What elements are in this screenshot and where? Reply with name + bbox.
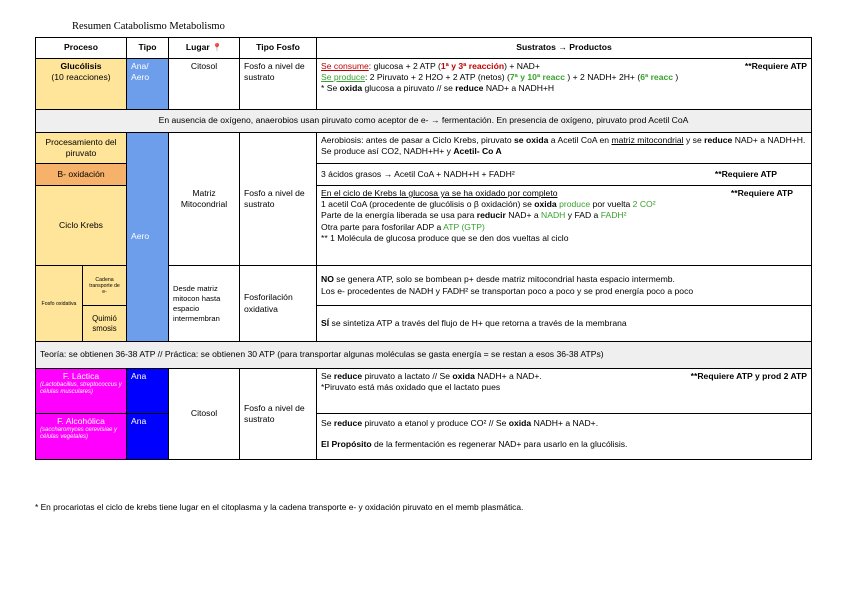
text: reduce xyxy=(333,371,363,381)
krebs-requiere: **Requiere ATP xyxy=(730,188,793,198)
alcoholica-line-2 xyxy=(321,439,807,450)
alcoholica-name: F. Alcohólica xyxy=(57,416,105,426)
text: : 2 Piruvato + 2 H2O + 2 ATP (netos) ( xyxy=(364,72,510,83)
text: reduce xyxy=(455,83,484,94)
alcoholica-sub: (saccharomyces cerevisiae y células vegetales) xyxy=(40,427,118,441)
quimiosmosis-detail xyxy=(317,306,812,342)
note-2: Teoría: se obtienen 36-38 ATP // Práctica: se obtienen 30 ATP (para transportar algunas moléculas se gasta energía = se restan a esos 36-38 ATPs) xyxy=(36,342,812,369)
text: Se xyxy=(321,371,334,381)
glucolisis-name: Glucólisis xyxy=(60,61,102,71)
text: Otra parte para fosforilar ADP a xyxy=(321,221,444,232)
document-title: Resumen Catabolismo Metabolismo xyxy=(72,21,225,32)
glucolisis-line-2 xyxy=(321,72,807,83)
text: reducir xyxy=(476,210,506,221)
pin-icon: 📍 xyxy=(212,43,223,53)
text: NADH+ a NAD+. xyxy=(474,371,542,381)
text: NAD+ a NADH+H. Se produce así CO2, NADH+H+ y xyxy=(321,135,806,157)
row-alcoholica xyxy=(36,414,812,460)
text: Acetil- Co A xyxy=(453,146,502,157)
row-procesamiento xyxy=(36,133,812,164)
krebs-name: Ciclo Krebs xyxy=(36,186,127,266)
fosfox-lugar: Desde matriz mitocon hasta espacio intermembran xyxy=(169,266,240,342)
text: NAD+ a xyxy=(505,210,542,221)
text: se sintetiza ATP a través del flujo de H+ que retorna a través de la membrana xyxy=(329,317,627,328)
alcoholica-line-1 xyxy=(321,418,807,429)
aero-fosfo: Fosfo a nivel de sustrato xyxy=(240,133,317,266)
ferment-lugar: Citosol xyxy=(169,369,240,460)
krebs-line-2 xyxy=(321,199,807,210)
text: produce xyxy=(559,199,591,210)
header-sustratos: Sustratos → Productos xyxy=(317,38,812,59)
text: de la fermentación es regenerar NAD+ para usarlo en la glucólisis. xyxy=(371,439,628,450)
se-produce-label: Se produce xyxy=(321,72,365,83)
glucolisis-fosfo: Fosfo a nivel de sustrato xyxy=(240,59,317,110)
glucolisis-lugar: Citosol xyxy=(169,59,240,110)
lactica-name-cell xyxy=(36,369,127,414)
note-1: En ausencia de oxígeno, anaerobios usan piruvato como aceptor de e- → fermentación. En presencia de oxígeno, piruvato prod Acetil CoA xyxy=(36,110,812,133)
text: Aerobiosis: antes de pasar a Ciclo Krebs, piruvato xyxy=(321,135,514,145)
text: ) + NAD+ xyxy=(504,61,540,71)
text: piruvato a etanol y produce CO² // Se xyxy=(362,418,509,428)
glucolisis-line-1 xyxy=(321,61,807,72)
aero-tipo: Aero xyxy=(127,133,169,342)
lactica-line-1 xyxy=(321,371,807,382)
ferment-fosfo: Fosfo a nivel de sustrato xyxy=(240,369,317,460)
text: y FAD a xyxy=(565,210,601,221)
lactica-detail xyxy=(317,369,812,414)
alcoholica-detail xyxy=(317,414,812,460)
text: oxida xyxy=(508,418,532,428)
krebs-line-1 xyxy=(321,188,807,199)
text: En el ciclo de Krebs la glucosa ya se ha oxidado por completo xyxy=(321,188,558,198)
note-row-1 xyxy=(36,110,812,133)
procesamiento-detail xyxy=(317,133,812,164)
lactica-requiere: **Requiere ATP y prod 2 ATP xyxy=(690,371,807,381)
header-tipo-fosfo: Tipo Fosfo xyxy=(240,38,317,59)
text: ATP (GTP) xyxy=(443,221,485,232)
text: NADH+ a NAD+. xyxy=(531,418,599,428)
glucolisis-tipo: Ana/ Aero xyxy=(127,59,169,110)
text: reduce xyxy=(704,135,733,145)
glucolisis-line-3 xyxy=(321,83,807,94)
cadena-line-2: Los e- procedentes de NADH y FADH² se transportan poco a poco y se prod energía poco a poco xyxy=(321,285,694,296)
lactica-name: F. Láctica xyxy=(62,371,100,381)
text: * Se xyxy=(321,83,340,94)
text: ) xyxy=(673,72,679,83)
reaction-ref: 1ª y 3ª reacción xyxy=(440,61,505,71)
text: a Acetil CoA en xyxy=(548,135,612,145)
text: glucosa a piruvato // se xyxy=(362,83,456,94)
text: Se xyxy=(321,418,334,428)
row-glucolisis xyxy=(36,59,812,110)
text: por vuelta xyxy=(590,199,633,210)
cadena-name: Cadena transporte de e- xyxy=(83,266,127,306)
reaction-ref: 6ª reacc xyxy=(640,72,674,83)
glucolisis-detail xyxy=(317,59,812,110)
quimiosmosis-name: Quimió smosis xyxy=(83,306,127,342)
footnote: * En procariotas el ciclo de krebs tiene lugar en el citoplasma y la cadena transporte e- y oxidación piruvato en el memb plasmática. xyxy=(35,502,524,512)
b-oxidacion-name: B- oxidación xyxy=(36,164,127,186)
text: ) + 2 NADH+ 2H+ ( xyxy=(564,72,641,83)
cadena-line-1 xyxy=(321,274,807,285)
text: SÍ xyxy=(321,317,330,328)
glucolisis-name-cell xyxy=(36,59,127,110)
text: piruvato a lactato // Se xyxy=(362,371,453,381)
se-consume-label: Se consume xyxy=(321,61,369,71)
alcoholica-tipo: Ana xyxy=(127,414,169,460)
glucolisis-sub: (10 reacciones) xyxy=(51,72,111,83)
lactica-sub: (Lactobacillus, streptococcus y células musculares) xyxy=(40,382,122,396)
text: oxida xyxy=(534,199,557,210)
krebs-line-4 xyxy=(321,222,807,233)
cadena-detail xyxy=(317,266,812,306)
text: y se xyxy=(683,135,705,145)
text: se genera ATP, solo se bombean p+ desde matriz mitocondrial hasta espacio intermemb. xyxy=(333,274,675,285)
aero-lugar: Matriz Mitocondrial xyxy=(169,133,240,266)
lactica-line-2: *Piruvato está más oxidado que el lactato pues xyxy=(321,382,501,393)
text: : glucosa + 2 ATP ( xyxy=(368,61,441,71)
text: NO xyxy=(321,274,334,285)
header-proceso: Proceso xyxy=(36,38,127,59)
text: se oxida xyxy=(514,135,549,145)
header-tipo: Tipo xyxy=(127,38,169,59)
glucolisis-requiere: **Requiere ATP xyxy=(744,61,807,71)
krebs-line-5: ** 1 Molécula de glucosa produce que se den dos vueltas al ciclo xyxy=(321,232,569,243)
header-row xyxy=(36,38,812,59)
text: NADH xyxy=(541,210,566,221)
b-oxidacion-requiere: **Requiere ATP xyxy=(714,168,777,179)
row-lactica xyxy=(36,369,812,414)
fosfo-oxidativa-name: Fosfo oxidativa xyxy=(36,266,83,342)
procesamiento-name: Procesamiento del piruvato xyxy=(36,133,127,164)
text: reduce xyxy=(333,418,363,428)
text: El Propósito xyxy=(321,439,372,450)
krebs-line-3 xyxy=(321,210,807,221)
text: matriz mitocondrial xyxy=(611,135,684,145)
text: 3 ácidos grasos → Acetil CoA + NADH+H + FADH² xyxy=(321,168,515,179)
text: NAD+ a NADH+H xyxy=(483,83,555,94)
lactica-tipo: Ana xyxy=(127,369,169,414)
header-lugar xyxy=(169,38,240,59)
text: oxida xyxy=(339,83,363,94)
text: 1 acetil CoA (procedente de glucólisis o β oxidación) se xyxy=(321,199,535,210)
note-row-2 xyxy=(36,342,812,369)
b-oxidacion-detail xyxy=(317,164,812,186)
text: 2 CO² xyxy=(632,199,656,210)
fosfox-fosfo: Fosforilación oxidativa xyxy=(240,266,317,342)
text: Parte de la energía liberada se usa para xyxy=(321,210,477,221)
summary-table xyxy=(35,37,812,460)
header-lugar-label: Lugar xyxy=(185,42,210,53)
reaction-ref: 7ª y 10ª reacc xyxy=(509,72,565,83)
alcoholica-name-cell xyxy=(36,414,127,460)
text: oxida xyxy=(452,371,475,381)
krebs-detail xyxy=(317,186,812,266)
text: FADH² xyxy=(600,210,627,221)
